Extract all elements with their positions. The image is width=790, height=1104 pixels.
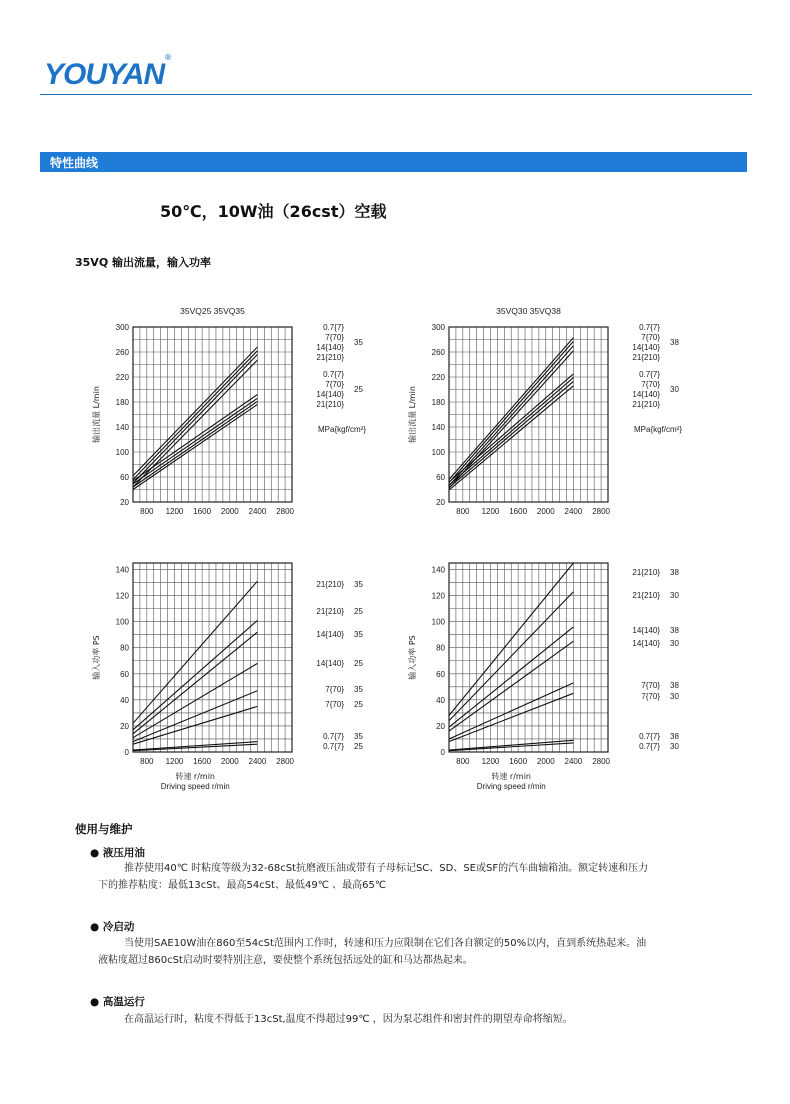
cold-start-line-2: 液粘度超过860cSt启动时要特别注意，要使整个系统包括远处的缸和马达都热起来。 bbox=[98, 955, 473, 966]
x-tick-label: 2000 bbox=[220, 757, 239, 766]
usage-title: 使用与维护 bbox=[75, 822, 133, 836]
y-tick-label: 100 bbox=[115, 448, 129, 457]
y-axis-label: 输入功率 PS bbox=[92, 635, 101, 680]
x-tick-label: 2800 bbox=[592, 507, 610, 516]
bullet-cold-start: ● 冷启动 bbox=[90, 921, 135, 933]
y-tick-label: 300 bbox=[431, 323, 445, 332]
x-tick-label: 2400 bbox=[564, 507, 583, 516]
bullet-hydraulic-oil: ● 液压用油 bbox=[90, 847, 145, 859]
y-tick-label: 60 bbox=[120, 669, 129, 679]
brand-logo: YOUYAN bbox=[44, 58, 165, 91]
bullet-title-high-temp: 高温运行 bbox=[102, 996, 145, 1008]
model-label: 30 bbox=[670, 385, 679, 394]
model-label: 30 bbox=[670, 692, 679, 701]
y-tick-label: 140 bbox=[431, 423, 445, 432]
y-tick-label: 120 bbox=[431, 591, 445, 601]
hydraulic-oil-line-1: 推荐使用40℃ 时粘度等级为32-68cSt抗磨液压油或带有子母标记SC、SD、SE或SF的汽车曲轴箱油。额定转速和压力 bbox=[124, 863, 649, 874]
model-label: 38 bbox=[670, 681, 679, 690]
model-label: 25 bbox=[354, 385, 363, 394]
x-tick-label: 800 bbox=[140, 507, 154, 516]
model-label: 35 bbox=[354, 630, 363, 639]
chart-title: 35VQ30 35VQ38 bbox=[496, 306, 561, 316]
cold-start-line-1: 当使用SAE10W油在860至54cSt范围内工作时，转速和压力应限制在它们各自额定的50%以内，直到系统热起来。油 bbox=[124, 938, 647, 949]
y-tick-label: 40 bbox=[436, 695, 445, 705]
pressure-label: 0.7{7} bbox=[639, 323, 660, 332]
pressure-label: 21{210} bbox=[316, 353, 344, 362]
y-tick-label: 60 bbox=[436, 473, 445, 482]
x-tick-label: 2800 bbox=[276, 507, 294, 516]
unit-label: MPa{kgf/cm²} bbox=[318, 425, 367, 434]
x-tick-label: 2400 bbox=[248, 507, 267, 516]
x-tick-label: 1200 bbox=[481, 507, 500, 516]
pressure-label: 7{70} bbox=[641, 333, 660, 342]
model-label: 25 bbox=[354, 607, 363, 616]
pressure-label: 0.7{7} bbox=[323, 323, 344, 332]
section-title: 特性曲线 bbox=[50, 156, 99, 170]
x-tick-label: 2000 bbox=[536, 757, 555, 766]
x-axis-label: 转速 r/min bbox=[175, 772, 216, 781]
pressure-label: 0.7{7} bbox=[639, 742, 660, 751]
y-tick-label: 180 bbox=[115, 398, 129, 407]
hydraulic-oil-line-2: 下的推荐粘度：最低13cSt、最高54cSt、最低49℃ 、最高65℃ bbox=[98, 880, 387, 891]
y-tick-label: 100 bbox=[115, 617, 129, 627]
unit-label: MPa{kgf/cm²} bbox=[634, 425, 683, 434]
pressure-label: 7{70} bbox=[641, 380, 660, 389]
y-tick-label: 20 bbox=[120, 498, 129, 507]
pressure-label: 21{210} bbox=[316, 607, 344, 616]
y-tick-label: 220 bbox=[431, 373, 445, 382]
x-axis-label-en: Driving speed r/min bbox=[160, 782, 230, 791]
model-label: 38 bbox=[670, 732, 679, 741]
pressure-label: 14{140} bbox=[632, 343, 660, 352]
x-tick-label: 1600 bbox=[193, 507, 212, 516]
model-label: 35 bbox=[354, 338, 363, 347]
registered-mark: ® bbox=[164, 53, 172, 62]
pressure-label: 0.7{7} bbox=[323, 742, 344, 751]
y-tick-label: 0 bbox=[440, 748, 445, 757]
model-label: 35 bbox=[354, 580, 363, 589]
pressure-label: 0.7{7} bbox=[639, 732, 660, 741]
x-axis-label-en: Driving speed r/min bbox=[476, 782, 546, 791]
model-label: 25 bbox=[354, 700, 363, 709]
x-tick-label: 2000 bbox=[536, 507, 555, 516]
y-tick-label: 300 bbox=[115, 323, 129, 332]
x-tick-label: 2800 bbox=[592, 757, 610, 766]
pressure-label: 0.7{7} bbox=[323, 732, 344, 741]
pressure-label: 7{70} bbox=[325, 333, 344, 342]
pressure-label: 7{70} bbox=[641, 681, 660, 690]
x-tick-label: 1600 bbox=[509, 757, 528, 766]
chart-title: 35VQ25 35VQ35 bbox=[180, 306, 245, 316]
y-tick-label: 80 bbox=[120, 643, 129, 653]
x-tick-label: 800 bbox=[456, 757, 470, 766]
high-temp-line-1: 在高温运行时，粘度不得低于13cSt,温度不得超过99℃ ，因为泵芯组件和密封件的期望寿命将缩短。 bbox=[124, 1014, 573, 1025]
pressure-label: 14{140} bbox=[316, 343, 344, 352]
y-tick-label: 100 bbox=[431, 617, 445, 627]
model-label: 38 bbox=[670, 626, 679, 635]
pressure-label: 14{140} bbox=[316, 390, 344, 399]
x-tick-label: 800 bbox=[140, 757, 154, 766]
y-axis-label: 输出流量 L/min bbox=[92, 386, 101, 443]
pressure-label: 21{210} bbox=[316, 400, 344, 409]
bullet-title-cold-start: 冷启动 bbox=[102, 921, 135, 933]
pressure-label: 21{210} bbox=[632, 591, 660, 600]
y-tick-label: 260 bbox=[431, 348, 445, 357]
y-tick-label: 100 bbox=[431, 448, 445, 457]
y-tick-label: 60 bbox=[436, 669, 445, 679]
y-tick-label: 260 bbox=[115, 348, 129, 357]
x-tick-label: 2000 bbox=[220, 507, 239, 516]
y-tick-label: 220 bbox=[115, 373, 129, 382]
model-label: 25 bbox=[354, 659, 363, 668]
pressure-label: 14{140} bbox=[316, 659, 344, 668]
pressure-label: 14{140} bbox=[632, 390, 660, 399]
page-heading: 50℃，10W油（26cst）空载 bbox=[160, 202, 387, 221]
y-tick-label: 20 bbox=[120, 721, 129, 731]
y-tick-label: 80 bbox=[436, 643, 445, 653]
x-tick-label: 1200 bbox=[481, 757, 500, 766]
pressure-label: 7{70} bbox=[325, 685, 344, 694]
model-label: 30 bbox=[670, 639, 679, 648]
pressure-label: 0.7{7} bbox=[323, 370, 344, 379]
bullet-high-temp: ● 高温运行 bbox=[90, 996, 145, 1008]
pressure-label: 14{140} bbox=[632, 639, 660, 648]
plot-frame bbox=[449, 563, 608, 752]
y-tick-label: 140 bbox=[115, 423, 129, 432]
y-axis-label: 输入功率 PS bbox=[408, 635, 417, 680]
pressure-label: 21{210} bbox=[632, 568, 660, 577]
y-tick-label: 20 bbox=[436, 498, 445, 507]
x-tick-label: 2400 bbox=[248, 757, 267, 766]
pressure-label: 7{70} bbox=[325, 700, 344, 709]
x-tick-label: 1600 bbox=[193, 757, 212, 766]
bullet-title-hydraulic-oil: 液压用油 bbox=[102, 847, 145, 859]
x-tick-label: 2400 bbox=[564, 757, 583, 766]
model-label: 38 bbox=[670, 338, 679, 347]
pressure-label: 21{210} bbox=[632, 400, 660, 409]
y-tick-label: 60 bbox=[120, 473, 129, 482]
x-tick-label: 1600 bbox=[509, 507, 528, 516]
x-axis-label: 转速 r/min bbox=[491, 772, 532, 781]
y-tick-label: 140 bbox=[431, 565, 445, 575]
y-tick-label: 140 bbox=[115, 565, 129, 575]
y-tick-label: 20 bbox=[436, 721, 445, 731]
x-tick-label: 1200 bbox=[165, 757, 184, 766]
y-tick-label: 180 bbox=[431, 398, 445, 407]
pressure-label: 7{70} bbox=[325, 380, 344, 389]
y-tick-label: 40 bbox=[120, 695, 129, 705]
y-tick-label: 120 bbox=[115, 591, 129, 601]
y-axis-label: 输出流量 L/min bbox=[408, 386, 417, 443]
model-label: 25 bbox=[354, 742, 363, 751]
x-tick-label: 2800 bbox=[276, 757, 294, 766]
x-tick-label: 1200 bbox=[165, 507, 184, 516]
pressure-label: 7{70} bbox=[641, 692, 660, 701]
pressure-label: 14{140} bbox=[632, 626, 660, 635]
model-label: 30 bbox=[670, 742, 679, 751]
pressure-label: 0.7{7} bbox=[639, 370, 660, 379]
x-tick-label: 800 bbox=[456, 507, 470, 516]
model-label: 38 bbox=[670, 568, 679, 577]
model-label: 35 bbox=[354, 685, 363, 694]
pressure-label: 21{210} bbox=[316, 580, 344, 589]
model-label: 30 bbox=[670, 591, 679, 600]
model-label: 35 bbox=[354, 732, 363, 741]
chart-subheading: 35VQ 输出流量，输入功率 bbox=[75, 256, 212, 269]
pressure-label: 14{140} bbox=[316, 630, 344, 639]
pressure-label: 21{210} bbox=[632, 353, 660, 362]
y-tick-label: 0 bbox=[124, 748, 129, 757]
